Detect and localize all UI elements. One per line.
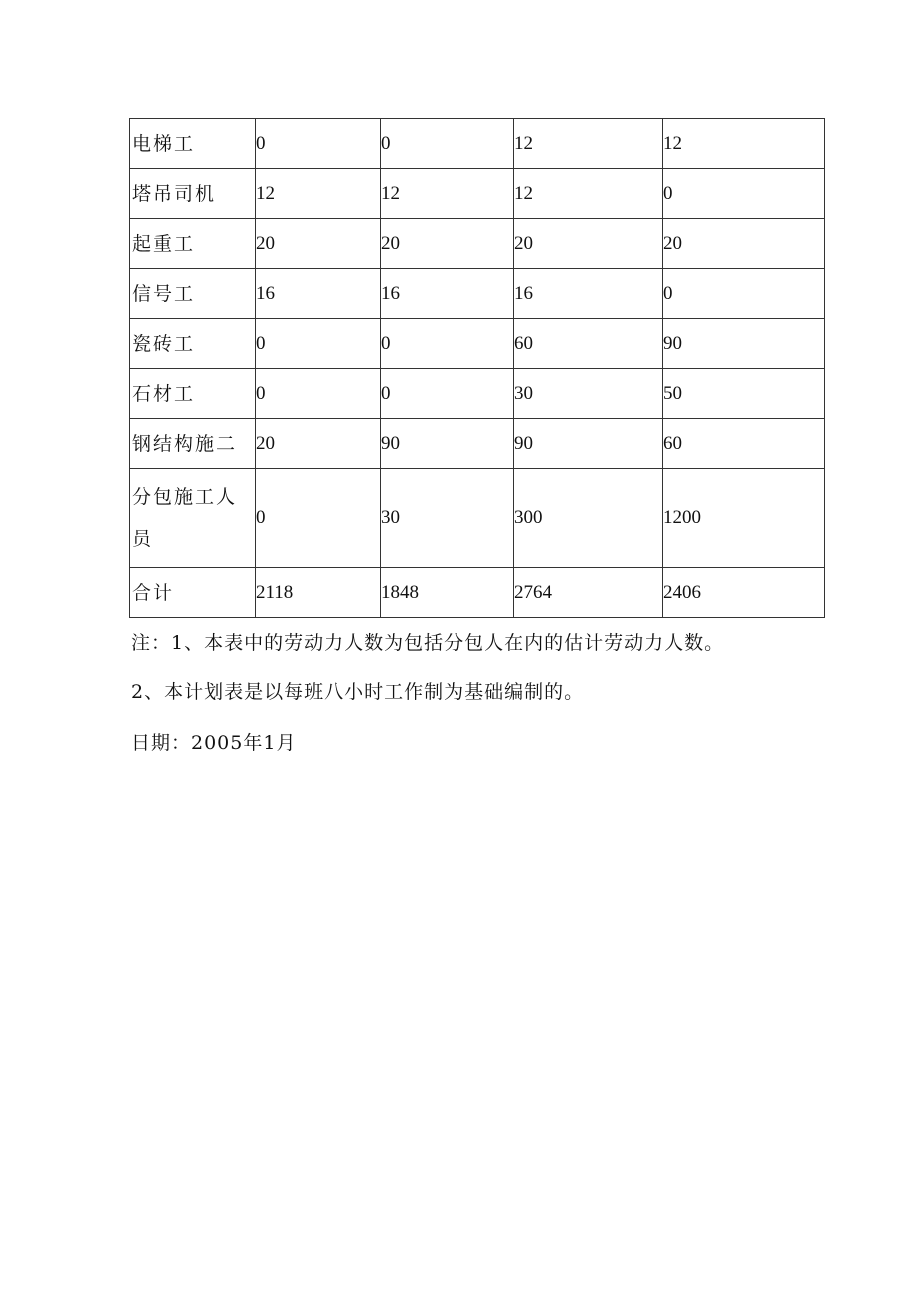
trade-name-cell: 分包施工人员 xyxy=(130,469,256,568)
trade-name-cell: 塔吊司机 xyxy=(130,169,256,219)
table-row xyxy=(130,419,825,469)
table-row-total xyxy=(130,568,825,618)
labor-force-table xyxy=(129,118,825,618)
table-row xyxy=(130,119,825,169)
value-cell: 0 xyxy=(256,119,381,169)
value-cell: 90 xyxy=(381,419,514,469)
value-cell: 60 xyxy=(514,319,663,369)
trade-name-cell: 电梯工 xyxy=(130,119,256,169)
value-cell: 12 xyxy=(514,119,663,169)
note-line-2: 2、本计划表是以每班八小时工作制为基础编制的。 xyxy=(131,681,585,703)
value-cell: 20 xyxy=(256,419,381,469)
value-cell: 12 xyxy=(381,169,514,219)
trade-name-cell: 瓷砖工 xyxy=(130,319,256,369)
note-line-1: 注：1、本表中的劳动力人数为包括分包人在内的估计劳动力人数。 xyxy=(131,632,725,654)
value-cell: 0 xyxy=(663,169,825,219)
total-value-cell: 2118 xyxy=(256,568,381,618)
value-cell: 60 xyxy=(663,419,825,469)
table-row xyxy=(130,369,825,419)
value-cell: 30 xyxy=(381,469,514,568)
total-value-cell: 1848 xyxy=(381,568,514,618)
value-cell: 30 xyxy=(514,369,663,419)
trade-name-cell: 信号工 xyxy=(130,269,256,319)
value-cell: 0 xyxy=(381,319,514,369)
total-label-cell: 合计 xyxy=(130,568,256,618)
value-cell: 0 xyxy=(256,469,381,568)
value-cell: 16 xyxy=(381,269,514,319)
value-cell: 0 xyxy=(381,119,514,169)
date-line: 日期：2005年1月 xyxy=(131,732,297,754)
total-value-cell: 2406 xyxy=(663,568,825,618)
value-cell: 12 xyxy=(514,169,663,219)
value-cell: 20 xyxy=(663,219,825,269)
value-cell: 12 xyxy=(256,169,381,219)
value-cell: 1200 xyxy=(663,469,825,568)
table-row xyxy=(130,169,825,219)
total-value-cell: 2764 xyxy=(514,568,663,618)
value-cell: 0 xyxy=(256,319,381,369)
table-row xyxy=(130,269,825,319)
value-cell: 20 xyxy=(256,219,381,269)
table-row xyxy=(130,319,825,369)
value-cell: 90 xyxy=(663,319,825,369)
value-cell: 20 xyxy=(381,219,514,269)
value-cell: 0 xyxy=(663,269,825,319)
value-cell: 50 xyxy=(663,369,825,419)
value-cell: 300 xyxy=(514,469,663,568)
value-cell: 16 xyxy=(514,269,663,319)
trade-name-cell: 起重工 xyxy=(130,219,256,269)
value-cell: 0 xyxy=(256,369,381,419)
trade-name-cell: 石材工 xyxy=(130,369,256,419)
table-row xyxy=(130,219,825,269)
value-cell: 12 xyxy=(663,119,825,169)
trade-name-cell: 钢结构施二 xyxy=(130,419,256,469)
table-row xyxy=(130,469,825,568)
value-cell: 0 xyxy=(381,369,514,419)
value-cell: 90 xyxy=(514,419,663,469)
value-cell: 16 xyxy=(256,269,381,319)
value-cell: 20 xyxy=(514,219,663,269)
